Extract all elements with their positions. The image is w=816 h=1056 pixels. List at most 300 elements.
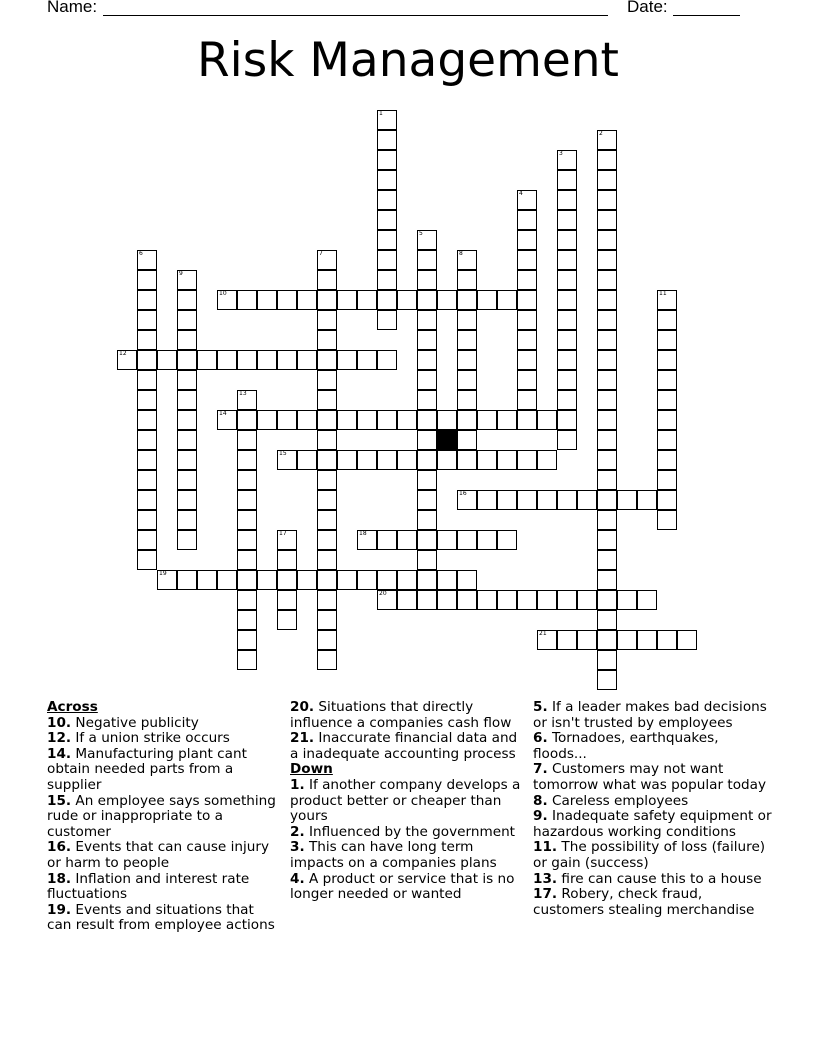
cell-number: 6 <box>139 250 143 257</box>
grid-cell[interactable] <box>137 490 157 510</box>
grid-cell[interactable] <box>517 290 537 310</box>
grid-cell[interactable] <box>657 310 677 330</box>
clue-across-20 <box>290 700 525 731</box>
grid-cell[interactable] <box>377 250 397 270</box>
grid-cell[interactable] <box>397 590 417 610</box>
grid-cell[interactable] <box>277 590 297 610</box>
grid-cell[interactable] <box>477 590 497 610</box>
grid-cell[interactable] <box>137 270 157 290</box>
grid-cell[interactable] <box>457 450 477 470</box>
grid-cell[interactable] <box>417 250 437 270</box>
grid-cell[interactable] <box>217 410 237 430</box>
grid-cell[interactable] <box>517 590 537 610</box>
grid-cell[interactable] <box>377 110 397 130</box>
grid-cell[interactable] <box>557 150 577 170</box>
grid-cell[interactable] <box>237 570 257 590</box>
grid-cell[interactable] <box>417 510 437 530</box>
grid-cell[interactable] <box>177 570 197 590</box>
grid-cell[interactable] <box>597 670 617 690</box>
clue-across-19 <box>47 903 282 934</box>
grid-cell[interactable] <box>597 430 617 450</box>
grid-cell[interactable] <box>417 230 437 250</box>
grid-cell[interactable] <box>417 530 437 550</box>
clue-number: 6. <box>533 730 548 747</box>
clue-number: 7. <box>533 761 548 778</box>
grid-cell[interactable] <box>497 450 517 470</box>
grid-cell[interactable] <box>177 270 197 290</box>
grid-cell[interactable] <box>417 550 437 570</box>
clue-number: 15. <box>47 792 72 809</box>
grid-cell[interactable] <box>137 450 157 470</box>
grid-cell[interactable] <box>337 450 357 470</box>
grid-cell[interactable] <box>117 350 137 370</box>
clue-text: Negative publicity <box>75 714 199 731</box>
grid-cell[interactable] <box>457 250 477 270</box>
grid-cell[interactable] <box>517 250 537 270</box>
cell-number: 12 <box>119 350 127 357</box>
grid-cell[interactable] <box>357 290 377 310</box>
grid-cell[interactable] <box>137 350 157 370</box>
clue-across-10 <box>47 716 282 732</box>
grid-cell[interactable] <box>297 290 317 310</box>
grid-cell[interactable] <box>537 590 557 610</box>
grid-cell[interactable] <box>277 350 297 370</box>
grid-cell[interactable] <box>597 450 617 470</box>
grid-cell[interactable] <box>597 270 617 290</box>
grid-cell[interactable] <box>337 570 357 590</box>
grid-cell[interactable] <box>177 510 197 530</box>
grid-cell[interactable] <box>577 590 597 610</box>
grid-cell[interactable] <box>597 170 617 190</box>
grid-cell[interactable] <box>417 410 437 430</box>
grid-cell[interactable] <box>457 370 477 390</box>
clue-down-4 <box>290 872 525 903</box>
grid-cell[interactable] <box>517 450 537 470</box>
grid-cell[interactable] <box>597 310 617 330</box>
grid-cell[interactable] <box>237 510 257 530</box>
grid-cell[interactable] <box>477 450 497 470</box>
cell-number: 17 <box>279 530 287 537</box>
grid-cell[interactable] <box>417 450 437 470</box>
grid-cell[interactable] <box>517 230 537 250</box>
grid-cell[interactable] <box>417 590 437 610</box>
grid-cell[interactable] <box>137 550 157 570</box>
grid-cell[interactable] <box>517 210 537 230</box>
grid-cell[interactable] <box>537 630 557 650</box>
cell-number: 9 <box>179 270 183 277</box>
grid-cell[interactable] <box>277 610 297 630</box>
grid-cell[interactable] <box>317 290 337 310</box>
grid-cell[interactable] <box>237 490 257 510</box>
grid-cell[interactable] <box>177 470 197 490</box>
grid-cell[interactable] <box>357 450 377 470</box>
grid-cell[interactable] <box>317 410 337 430</box>
grid-cell[interactable] <box>137 510 157 530</box>
grid-cell[interactable] <box>237 550 257 570</box>
grid-cell[interactable] <box>417 370 437 390</box>
grid-cell[interactable] <box>237 650 257 670</box>
grid-cell[interactable] <box>597 570 617 590</box>
grid-cell[interactable] <box>177 410 197 430</box>
grid-cell[interactable] <box>557 190 577 210</box>
grid-cell[interactable] <box>557 630 577 650</box>
grid-cell[interactable] <box>457 330 477 350</box>
grid-cell[interactable] <box>357 410 377 430</box>
grid-cell[interactable] <box>217 350 237 370</box>
grid-cell[interactable] <box>257 350 277 370</box>
grid-cell[interactable] <box>617 590 637 610</box>
grid-cell[interactable] <box>597 350 617 370</box>
grid-cell[interactable] <box>657 430 677 450</box>
grid-cell[interactable] <box>317 270 337 290</box>
grid-cell[interactable] <box>557 310 577 330</box>
grid-cell[interactable] <box>377 450 397 470</box>
grid-cell[interactable] <box>557 590 577 610</box>
grid-cell[interactable] <box>457 530 477 550</box>
cell-number: 11 <box>659 290 667 297</box>
grid-cell[interactable] <box>237 410 257 430</box>
grid-cell[interactable] <box>657 410 677 430</box>
grid-cell[interactable] <box>597 190 617 210</box>
grid-cell[interactable] <box>237 350 257 370</box>
grid-cell[interactable] <box>597 370 617 390</box>
grid-cell[interactable] <box>417 390 437 410</box>
grid-cell[interactable] <box>177 430 197 450</box>
grid-cell[interactable] <box>377 310 397 330</box>
grid-cell[interactable] <box>237 390 257 410</box>
grid-cell[interactable] <box>317 370 337 390</box>
grid-cell[interactable] <box>297 350 317 370</box>
grid-cell[interactable] <box>597 390 617 410</box>
clue-number: 1. <box>290 776 305 793</box>
grid-cell[interactable] <box>517 490 537 510</box>
grid-cell[interactable] <box>337 350 357 370</box>
cell-number: 13 <box>239 390 247 397</box>
grid-cell[interactable] <box>137 470 157 490</box>
grid-cell[interactable] <box>157 350 177 370</box>
grid-cell[interactable] <box>577 490 597 510</box>
grid-cell[interactable] <box>277 290 297 310</box>
grid-cell[interactable] <box>317 310 337 330</box>
grid-cell[interactable] <box>237 290 257 310</box>
grid-cell[interactable] <box>277 570 297 590</box>
grid-cell[interactable] <box>417 490 437 510</box>
grid-cell[interactable] <box>457 570 477 590</box>
grid-cell[interactable] <box>397 530 417 550</box>
grid-cell[interactable] <box>597 610 617 630</box>
grid-cell[interactable] <box>437 410 457 430</box>
grid-cell[interactable] <box>657 330 677 350</box>
grid-cell[interactable] <box>457 590 477 610</box>
grid-cell[interactable] <box>477 530 497 550</box>
grid-cell[interactable] <box>517 350 537 370</box>
grid-cell[interactable] <box>297 450 317 470</box>
grid-cell[interactable] <box>317 470 337 490</box>
grid-cell[interactable] <box>377 190 397 210</box>
grid-cell[interactable] <box>177 390 197 410</box>
grid-cell[interactable] <box>457 310 477 330</box>
grid-cell[interactable] <box>157 570 177 590</box>
grid-cell[interactable] <box>557 350 577 370</box>
grid-cell[interactable] <box>337 290 357 310</box>
grid-cell[interactable] <box>317 650 337 670</box>
grid-cell[interactable] <box>177 290 197 310</box>
grid-cell[interactable] <box>557 270 577 290</box>
grid-cell[interactable] <box>597 150 617 170</box>
grid-cell[interactable] <box>517 310 537 330</box>
grid-cell[interactable] <box>137 410 157 430</box>
grid-cell[interactable] <box>597 530 617 550</box>
grid-cell[interactable] <box>177 450 197 470</box>
grid-cell[interactable] <box>237 450 257 470</box>
grid-cell[interactable] <box>657 290 677 310</box>
grid-cell[interactable] <box>137 530 157 550</box>
grid-cell[interactable] <box>657 470 677 490</box>
grid-cell[interactable] <box>437 590 457 610</box>
grid-cell[interactable] <box>597 410 617 430</box>
grid-cell[interactable] <box>357 350 377 370</box>
grid-cell[interactable] <box>557 370 577 390</box>
grid-cell[interactable] <box>517 370 537 390</box>
grid-cell[interactable] <box>517 190 537 210</box>
grid-cell[interactable] <box>557 250 577 270</box>
grid-cell[interactable] <box>137 390 157 410</box>
grid-cell[interactable] <box>597 510 617 530</box>
grid-cell[interactable] <box>477 290 497 310</box>
grid-cell[interactable] <box>457 430 477 450</box>
grid-cell[interactable] <box>377 230 397 250</box>
grid-cell[interactable] <box>417 310 437 330</box>
clue-across-18 <box>47 872 282 903</box>
grid-cell[interactable] <box>377 270 397 290</box>
grid-cell[interactable] <box>657 350 677 370</box>
grid-cell[interactable] <box>537 410 557 430</box>
grid-cell[interactable] <box>557 410 577 430</box>
grid-cell[interactable] <box>277 410 297 430</box>
grid-cell[interactable] <box>317 450 337 470</box>
grid-cell[interactable] <box>137 430 157 450</box>
grid-cell[interactable] <box>557 330 577 350</box>
grid-cell[interactable] <box>657 630 677 650</box>
grid-cell[interactable] <box>257 570 277 590</box>
grid-cell[interactable] <box>397 410 417 430</box>
grid-cell[interactable] <box>177 530 197 550</box>
grid-cell[interactable] <box>597 470 617 490</box>
grid-cell[interactable] <box>497 290 517 310</box>
grid-cell[interactable] <box>317 350 337 370</box>
grid-cell[interactable] <box>137 310 157 330</box>
grid-cell[interactable] <box>457 410 477 430</box>
grid-cell[interactable] <box>457 270 477 290</box>
grid-cell[interactable] <box>557 430 577 450</box>
grid-cell[interactable] <box>417 270 437 290</box>
grid-cell[interactable] <box>557 210 577 230</box>
grid-cell[interactable] <box>457 390 477 410</box>
grid-cell[interactable] <box>137 290 157 310</box>
grid-cell[interactable] <box>557 490 577 510</box>
grid-cell[interactable] <box>477 490 497 510</box>
grid-cell[interactable] <box>597 290 617 310</box>
grid-cell[interactable] <box>177 370 197 390</box>
grid-cell[interactable] <box>177 490 197 510</box>
grid-cell[interactable] <box>437 450 457 470</box>
grid-cell[interactable] <box>357 530 377 550</box>
grid-cell[interactable] <box>297 410 317 430</box>
grid-cell[interactable] <box>317 390 337 410</box>
grid-cell[interactable] <box>417 570 437 590</box>
grid-cell[interactable] <box>397 450 417 470</box>
grid-cell[interactable] <box>277 530 297 550</box>
grid-cell[interactable] <box>197 350 217 370</box>
grid-cell[interactable] <box>437 290 457 310</box>
clue-number: 17. <box>533 886 558 903</box>
grid-cell[interactable] <box>597 650 617 670</box>
grid-cell[interactable] <box>317 430 337 450</box>
grid-cell[interactable] <box>597 230 617 250</box>
grid-cell[interactable] <box>617 630 637 650</box>
grid-cell[interactable] <box>417 350 437 370</box>
grid-cell[interactable] <box>597 130 617 150</box>
grid-cell[interactable] <box>377 210 397 230</box>
clue-text: The possibility of loss (failure) or gain (success) <box>533 839 766 871</box>
clue-across-21 <box>290 731 525 762</box>
grid-cell[interactable] <box>377 530 397 550</box>
grid-cell[interactable] <box>377 350 397 370</box>
grid-cell[interactable] <box>377 290 397 310</box>
grid-cell[interactable] <box>597 490 617 510</box>
grid-cell[interactable] <box>657 370 677 390</box>
grid-cell[interactable] <box>597 210 617 230</box>
grid-cell[interactable] <box>497 410 517 430</box>
cell-number: 19 <box>159 570 167 577</box>
grid-cell[interactable] <box>377 570 397 590</box>
grid-cell[interactable] <box>297 570 317 590</box>
grid-cell[interactable] <box>377 170 397 190</box>
grid-cell[interactable] <box>377 590 397 610</box>
grid-cell[interactable] <box>317 490 337 510</box>
grid-cell[interactable] <box>377 410 397 430</box>
clue-text: Tornadoes, earthquakes, floods... <box>533 730 719 762</box>
grid-cell[interactable] <box>457 490 477 510</box>
grid-cell[interactable] <box>637 630 657 650</box>
grid-cell[interactable] <box>397 290 417 310</box>
grid-cell[interactable] <box>397 570 417 590</box>
clue-down-9 <box>533 809 773 840</box>
grid-cell[interactable] <box>657 390 677 410</box>
grid-cell[interactable] <box>517 410 537 430</box>
grid-cell[interactable] <box>637 490 657 510</box>
grid-cell[interactable] <box>257 410 277 430</box>
grid-cell[interactable] <box>517 330 537 350</box>
clue-text: This can have long term impacts on a companies plans <box>290 839 497 871</box>
grid-cell[interactable] <box>137 250 157 270</box>
grid-cell[interactable] <box>537 490 557 510</box>
grid-cell[interactable] <box>317 630 337 650</box>
clue-number: 19. <box>47 901 72 918</box>
grid-cell[interactable] <box>237 530 257 550</box>
grid-cell[interactable] <box>417 330 437 350</box>
clue-down-17 <box>533 887 773 918</box>
grid-cell[interactable] <box>417 430 437 450</box>
grid-cell[interactable] <box>377 130 397 150</box>
grid-cell[interactable] <box>597 590 617 610</box>
grid-cell[interactable] <box>557 170 577 190</box>
grid-cell[interactable] <box>137 330 157 350</box>
grid-cell[interactable] <box>597 550 617 570</box>
name-label: Name: <box>47 0 98 16</box>
grid-cell[interactable] <box>277 450 297 470</box>
grid-cell[interactable] <box>497 490 517 510</box>
grid-cell[interactable] <box>517 390 537 410</box>
grid-cell[interactable] <box>317 530 337 550</box>
grid-cell[interactable] <box>317 570 337 590</box>
grid-cell[interactable] <box>437 570 457 590</box>
clue-down-2 <box>290 825 525 841</box>
grid-cell[interactable] <box>537 450 557 470</box>
grid-cell[interactable] <box>417 470 437 490</box>
grid-cell[interactable] <box>237 470 257 490</box>
grid-cell[interactable] <box>517 270 537 290</box>
grid-cell[interactable] <box>317 610 337 630</box>
grid-cell[interactable] <box>437 530 457 550</box>
clue-number: 3. <box>290 839 305 856</box>
grid-cell[interactable] <box>597 250 617 270</box>
grid-cell[interactable] <box>257 290 277 310</box>
grid-cell[interactable] <box>457 290 477 310</box>
grid-cell[interactable] <box>617 490 637 510</box>
grid-cell[interactable] <box>177 330 197 350</box>
grid-cell[interactable] <box>177 310 197 330</box>
grid-cell[interactable] <box>597 630 617 650</box>
grid-cell[interactable] <box>277 550 297 570</box>
grid-cell[interactable] <box>557 290 577 310</box>
grid-cell[interactable] <box>237 590 257 610</box>
grid-cell[interactable] <box>657 510 677 530</box>
grid-cell[interactable] <box>197 570 217 590</box>
grid-cell[interactable] <box>237 630 257 650</box>
clue-number: 18. <box>47 870 72 887</box>
grid-cell[interactable] <box>317 250 337 270</box>
grid-cell[interactable] <box>217 290 237 310</box>
grid-cell[interactable] <box>417 290 437 310</box>
grid-cell[interactable] <box>557 230 577 250</box>
grid-cell[interactable] <box>577 630 597 650</box>
grid-cell[interactable] <box>497 530 517 550</box>
grid-cell[interactable] <box>657 450 677 470</box>
grid-cell[interactable] <box>317 590 337 610</box>
grid-cell[interactable] <box>337 410 357 430</box>
cell-number: 16 <box>459 490 467 497</box>
grid-cell[interactable] <box>637 590 657 610</box>
grid-cell[interactable] <box>657 490 677 510</box>
grid-cell[interactable] <box>317 550 337 570</box>
grid-cell[interactable] <box>597 330 617 350</box>
grid-cell[interactable] <box>477 410 497 430</box>
grid-cell[interactable] <box>677 630 697 650</box>
grid-cell[interactable] <box>217 570 237 590</box>
grid-cell[interactable] <box>137 370 157 390</box>
grid-cell[interactable] <box>557 390 577 410</box>
grid-cell[interactable] <box>357 570 377 590</box>
grid-cell[interactable] <box>317 510 337 530</box>
grid-cell[interactable] <box>177 350 197 370</box>
grid-cell[interactable] <box>237 430 257 450</box>
grid-cell[interactable] <box>237 610 257 630</box>
grid-cell[interactable] <box>317 330 337 350</box>
grid-cell[interactable] <box>497 590 517 610</box>
grid-cell[interactable] <box>377 150 397 170</box>
grid-cell[interactable] <box>457 350 477 370</box>
